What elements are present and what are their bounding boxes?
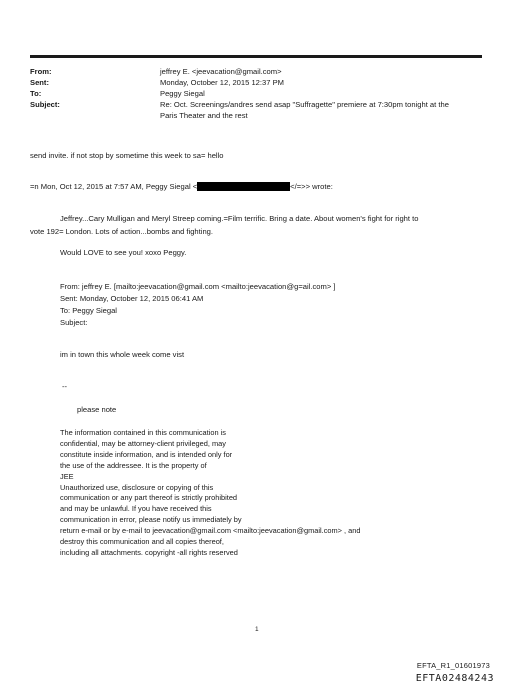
subject-value-line-2: Paris Theater and the rest [160,111,248,120]
disclaimer-line: The information contained in this communication is [60,428,226,437]
reply-line: send invite. if not stop by sometime this week to sa= hello [30,151,224,160]
disclaimer-block [60,428,361,559]
orig-body: im in town this whole week come vist [60,350,185,359]
header-rule [30,55,482,58]
efta-id-large: EFTA02484243 [415,673,494,684]
signature-dashes: -- [62,382,68,391]
disclaimer-line: Unauthorized use, disclosure or copying of this [60,482,214,492]
sent-value: Monday, October 12, 2015 12:37 PM [160,78,284,87]
peggy-line-2: vote 192= London. Lots of action...bombs and fighting. [30,227,214,236]
quote-intro-after: </=>> wrote: [290,182,333,191]
orig-from: From: jeffrey E. [mailto:jeevacation@gmail.com <mailto:jeevacation@g=ail.com> ] [60,282,336,291]
disclaimer-line: destroy this communication and all copies thereof, [60,537,224,547]
quote-intro [30,182,333,192]
disclaimer-line: the use of the addressee. It is the property of [60,460,207,470]
disclaimer-line: communication or any part thereof is strictly prohibited [60,493,238,503]
to-value: Peggy Siegal [160,89,205,98]
subject-label: Subject: [30,100,60,109]
from-label: From: [30,67,52,76]
please-note: please note [77,405,117,414]
to-label: To: [30,89,42,98]
from-value: jeffrey E. <jeevacation@gmail.com> [160,67,282,76]
efta-id-small: EFTA_R1_01601973 [416,661,490,670]
peggy-line-3: Would LOVE to see you! xoxo Peggy. [60,248,187,257]
orig-subject: Subject: [60,318,88,327]
disclaimer-line: confidential, may be attorney-client privileged, may [60,438,226,448]
orig-sent: Sent: Monday, October 12, 2015 06:41 AM [60,294,204,303]
disclaimer-line: constitute inside information, and is intended only for [60,449,233,459]
disclaimer-line: JEE [60,471,74,481]
redaction-box [197,182,290,191]
quote-intro-before: =n Mon, Oct 12, 2015 at 7:57 AM, Peggy Siegal < [30,182,198,191]
peggy-line-1: Jeffrey...Cary Mulligan and Meryl Streep coming.=Film terrific. Bring a date. About women's fight for right to [60,214,419,223]
disclaimer-line: communication in error, please notify us immediately by [60,515,242,525]
disclaimer-line: and may be unlawful. If you have received this [60,504,212,514]
orig-to: To: Peggy Siegal [60,306,117,315]
subject-value-line-1: Re: Oct. Screenings/andres send asap "Suffragette" premiere at 7:30pm tonight at the [160,100,449,109]
disclaimer-line: including all attachments. copyright -all rights reserved [60,547,238,557]
disclaimer-line: return e-mail or by e-mail to jeevacation@gmail.com <mailto:jeevacation@gmail.com> , and [60,526,361,536]
page-number: 1 [255,626,259,633]
sent-label: Sent: [30,78,49,87]
